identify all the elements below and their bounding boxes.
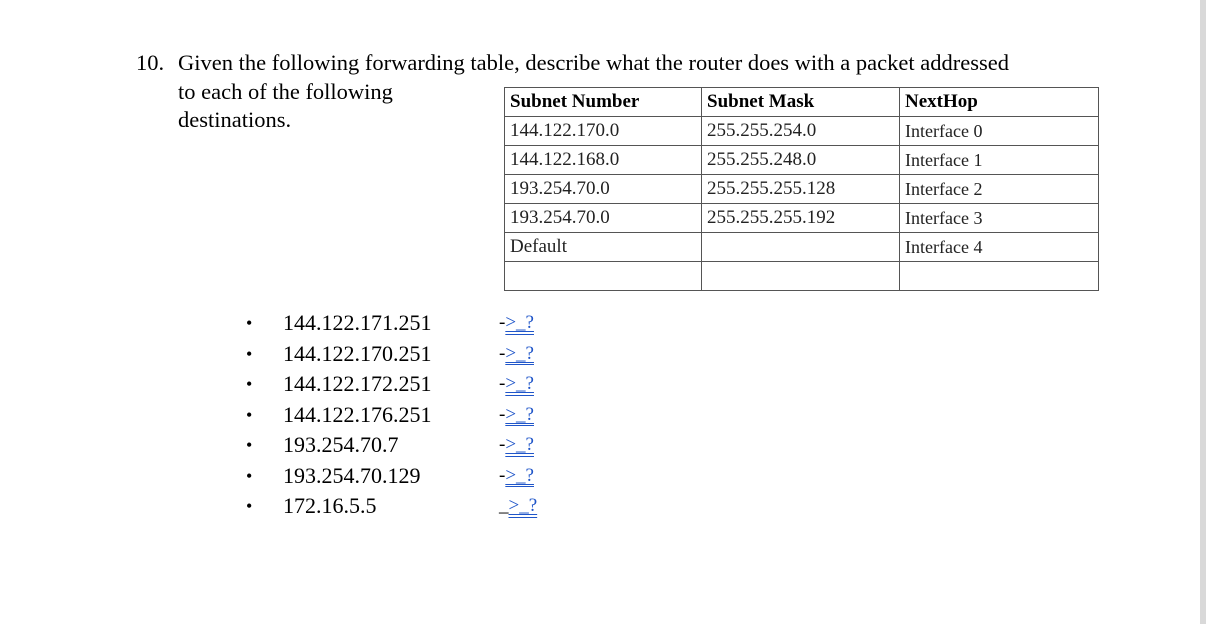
answer-link[interactable]: >_? [508, 495, 538, 516]
header-subnet-mask: Subnet Mask [702, 88, 900, 117]
list-item [246, 461, 537, 492]
answer-prefix: _ [499, 495, 509, 516]
list-item [246, 369, 537, 400]
forwarding-table [504, 87, 1099, 291]
cell-subnet-mask [702, 262, 900, 291]
answer-prefix: - [499, 403, 506, 425]
list-item [246, 491, 537, 522]
list-item [246, 339, 537, 370]
answer-prefix: - [499, 373, 506, 394]
cell-subnet-number: Default [505, 233, 702, 262]
bullet-icon: • [246, 313, 253, 333]
destination-address: 193.254.70.7 [283, 432, 399, 457]
table-row [505, 117, 1099, 146]
table-row [505, 146, 1099, 175]
answer-prefix: - [499, 464, 506, 486]
cell-nexthop: Interface 1 [900, 146, 1099, 175]
answer-field [499, 491, 537, 522]
destination-list [246, 308, 537, 522]
list-item [246, 308, 537, 339]
cell-subnet-number: 193.254.70.0 [505, 204, 702, 233]
answer-field [499, 461, 534, 492]
list-item [246, 400, 537, 431]
answer-field [499, 369, 534, 400]
cell-subnet-mask: 255.255.255.192 [702, 204, 900, 233]
table-row-empty [505, 262, 1099, 291]
cell-subnet-number [505, 262, 702, 291]
bullet-icon: • [246, 496, 253, 516]
answer-field [499, 400, 534, 431]
answer-field [499, 339, 534, 370]
cell-subnet-mask: 255.255.255.128 [702, 175, 900, 204]
answer-field [499, 308, 534, 339]
question-number: 10. [136, 50, 165, 75]
table-row [505, 204, 1099, 233]
bullet-icon: • [246, 374, 253, 394]
cell-nexthop: Interface 3 [900, 204, 1099, 233]
cell-nexthop: Interface 0 [900, 117, 1099, 146]
bullet-icon: • [246, 465, 253, 486]
page-edge-divider [1200, 0, 1206, 624]
answer-field [499, 430, 534, 461]
bullet-icon: • [246, 404, 253, 425]
cell-nexthop: Interface 4 [900, 233, 1099, 262]
answer-link[interactable]: >_? [505, 342, 534, 364]
list-item [246, 430, 537, 461]
answer-link[interactable]: >_? [505, 312, 534, 333]
cell-subnet-mask [702, 233, 900, 262]
question-text-line-3: destinations. [178, 107, 292, 132]
question-text-line-2: to each of the following [178, 79, 393, 104]
cell-subnet-number: 144.122.170.0 [505, 117, 702, 146]
table-row [505, 233, 1099, 262]
table-row [505, 175, 1099, 204]
cell-subnet-mask: 255.255.248.0 [702, 146, 900, 175]
header-subnet-number: Subnet Number [505, 88, 702, 117]
cell-subnet-number: 193.254.70.0 [505, 175, 702, 204]
cell-subnet-mask: 255.255.254.0 [702, 117, 900, 146]
table-header-row [505, 88, 1099, 117]
header-nexthop: NextHop [900, 88, 1099, 117]
answer-prefix: - [499, 312, 506, 333]
destination-address: 144.122.176.251 [283, 401, 432, 427]
cell-subnet-number: 144.122.168.0 [505, 146, 702, 175]
destination-address: 193.254.70.129 [283, 462, 421, 488]
answer-link[interactable]: >_? [505, 373, 534, 394]
destination-address: 144.122.171.251 [283, 310, 432, 335]
answer-link[interactable]: >_? [505, 464, 534, 486]
cell-nexthop: Interface 2 [900, 175, 1099, 204]
answer-link[interactable]: >_? [505, 403, 534, 425]
question-text-line-1: Given the following forwarding table, describe what the router does with a packet addressed [178, 50, 1009, 75]
bullet-icon: • [246, 343, 253, 364]
cell-nexthop [900, 262, 1099, 291]
answer-prefix: - [499, 342, 506, 364]
answer-prefix: - [499, 434, 506, 455]
destination-address: 172.16.5.5 [283, 493, 377, 518]
destination-address: 144.122.172.251 [283, 371, 432, 396]
answer-link[interactable]: >_? [505, 434, 534, 455]
bullet-icon: • [246, 435, 253, 455]
destination-address: 144.122.170.251 [283, 340, 432, 366]
